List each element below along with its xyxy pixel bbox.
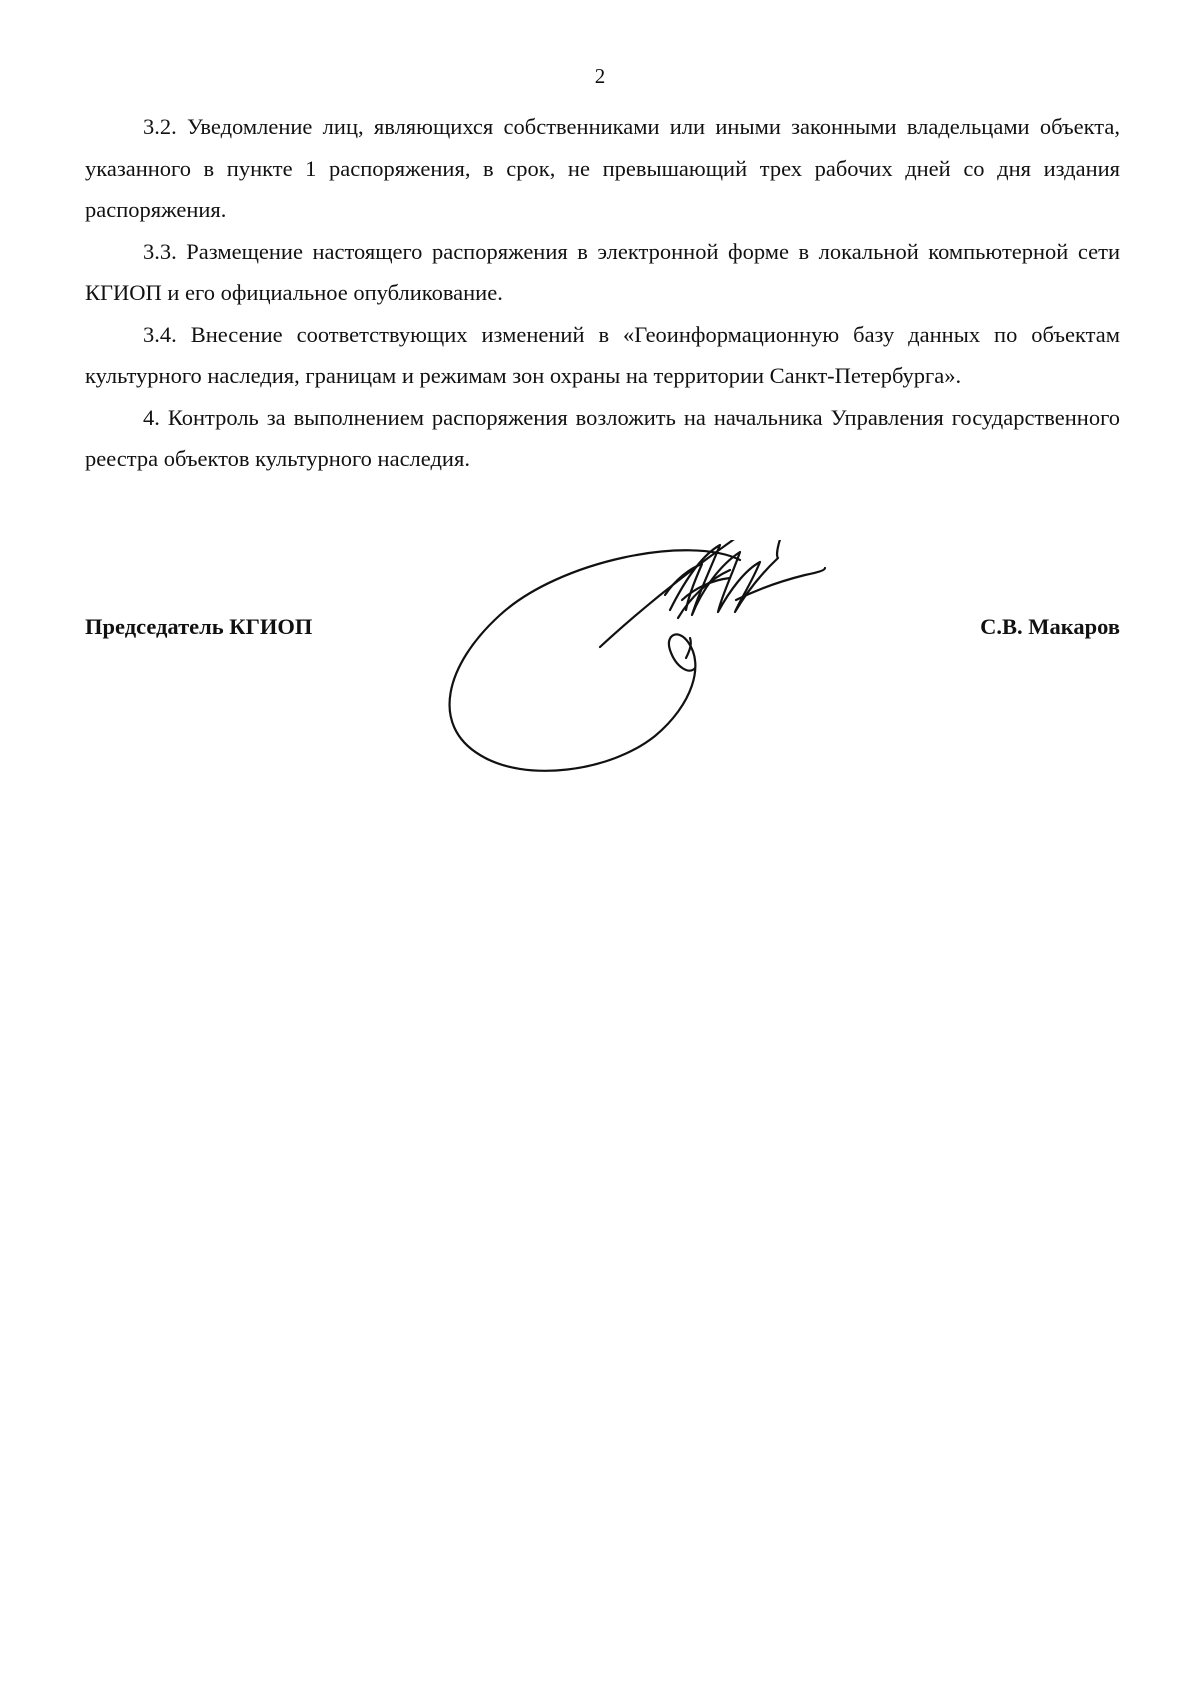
paragraph-4: 4. Контроль за выполнением распоряжения возложить на начальника Управления государственного реестра объектов культурного наследия. — [85, 404, 1120, 471]
paragraph-3-2: 3.2. Уведомление лиц, являющихся собственниками или иными законными владельцами объекта, указанного в пункте 1 распоряжения, в срок, не превышающий трех рабочих дней со дня издания распоряжения. — [85, 114, 1120, 222]
page-number: 2 — [594, 64, 606, 88]
paragraph-3-4: 3.4. Внесение соответствующих изменений в «Геоинформационную базу данных по объектам культурного наследия, границам и режимам зон охраны на территории Санкт-Петербурга». — [85, 321, 1120, 388]
handwritten-signature-icon — [440, 540, 910, 840]
signer-position: Председатель КГИОП — [85, 614, 313, 639]
signature-block — [0, 540, 1200, 840]
signer-name: С.В. Макаров — [980, 614, 1120, 639]
document-body — [85, 106, 1120, 480]
paragraph-3-3: 3.3. Размещение настоящего распоряжения в электронной форме в локальной компьютерной сети КГИОП и его официальное опубликование. — [85, 238, 1120, 305]
